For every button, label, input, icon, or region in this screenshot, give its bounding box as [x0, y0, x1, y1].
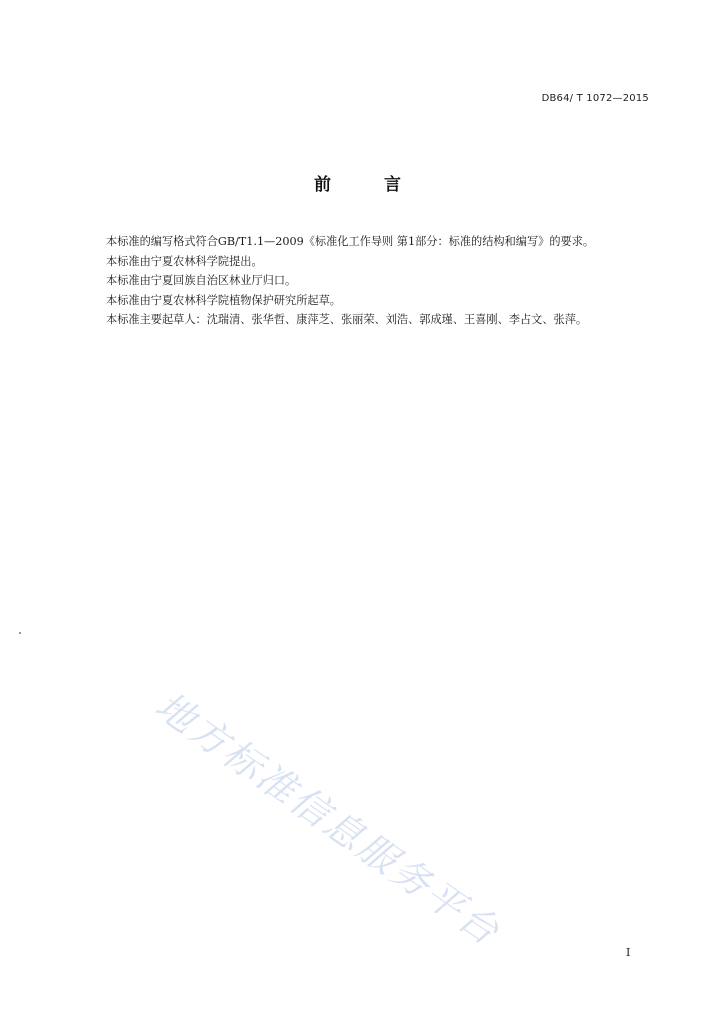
document-code: DB64/ T 1072—2015 [541, 93, 649, 104]
page-title: 前 言 [314, 175, 419, 195]
paragraph-proposer: 本标准由宁夏农林科学院提出。 [106, 254, 263, 268]
scan-speck [19, 632, 21, 634]
foreword-body [106, 232, 666, 330]
watermark: 地方标准信息服务平台 [147, 683, 509, 955]
paragraph-format-compliance: 本标准的编写格式符合GB/T1.1—2009《标准化工作导则 第1部分：标准的结构和编写》的要求。 [106, 235, 595, 248]
paragraph-administrator: 本标准由宁夏回族自治区林业厅归口。 [106, 274, 297, 288]
page-number: I [626, 946, 631, 959]
paragraph-drafting-unit: 本标准由宁夏农林科学院植物保护研究所起草。 [106, 293, 341, 307]
paragraph-drafters: 本标准主要起草人：沈瑞清、张华哲、康萍芝、张丽荣、刘浩、郭成瑾、王喜刚、李占文、张萍。 [106, 313, 588, 327]
